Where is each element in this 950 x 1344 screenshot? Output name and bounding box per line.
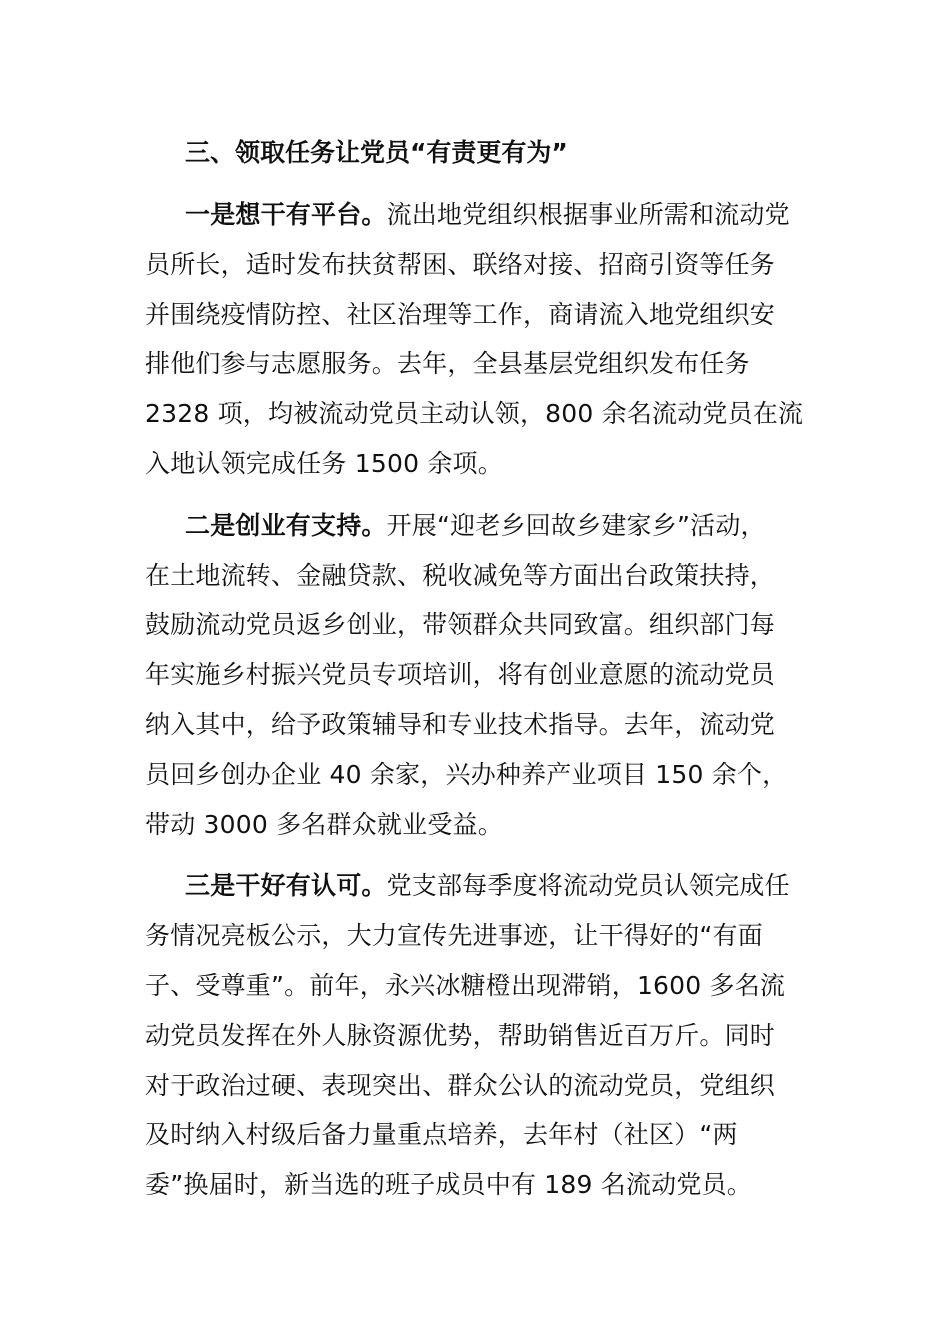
- paragraph-line: 在土地流转、金融贷款、税收减免等方面出台政策扶持，: [145, 560, 776, 590]
- paragraph-line: 三是干好有认可。党支部每季度将流动党员认领完成任: [185, 871, 790, 901]
- paragraph-line: 入地认领完成任务 1500 余项。: [145, 448, 503, 478]
- paragraph-line: 及时纳入村级后备力量重点培养，去年村（社区）“两: [145, 1120, 738, 1150]
- paragraph-platform: [145, 190, 810, 489]
- paragraph-line: 带动 3000 多名群众就业受益。: [145, 809, 503, 839]
- paragraph-support: [145, 501, 810, 850]
- paragraph-line: 鼓励流动党员返乡创业，带领群众共同致富。组织部门每: [145, 610, 776, 640]
- paragraph-line: 二是创业有支持。开展“迎老乡回故乡建家乡”活动，: [185, 510, 766, 540]
- paragraph-line: 2328 项，均被流动党员主动认领，800 余名流动党员在流: [145, 399, 804, 429]
- paragraph-line: 年实施乡村振兴党员专项培训，将有创业意愿的流动党员: [145, 660, 776, 690]
- paragraph-line: 排他们参与志愿服务。去年，全县基层党组织发布任务: [145, 349, 750, 379]
- paragraph-line: 员回乡创办企业 40 余家，兴办种养产业项目 150 余个，: [145, 759, 788, 789]
- section-recognition: [145, 849, 810, 1210]
- document-page: [145, 128, 810, 1210]
- paragraph-line: 并围绕疫情防控、社区治理等工作，商请流入地党组织安: [145, 299, 776, 329]
- paragraph-line: 委”换届时，新当选的班子成员中有 189 名流动党员。: [145, 1170, 752, 1200]
- paragraph-line: 一是想干有平台。流出地党组织根据事业所需和流动党: [185, 200, 790, 229]
- section-support: [145, 489, 810, 850]
- paragraph-lead: 一是想干有平台。: [185, 200, 387, 229]
- paragraph-lead: 二是创业有支持。: [185, 510, 387, 540]
- section-platform: [145, 178, 810, 489]
- paragraph-lead: 三是干好有认可。: [185, 871, 387, 901]
- paragraph-line: 员所长，适时发布扶贫帮困、联络对接、招商引资等任务: [145, 249, 776, 279]
- paragraph-line: 纳入其中，给予政策辅导和专业技术指导。去年，流动党: [145, 709, 776, 739]
- paragraph-line: 对于政治过硬、表现突出、群众公认的流动党员，党组织: [145, 1070, 776, 1100]
- paragraph-line: 动党员发挥在外人脉资源优势，帮助销售近百万斤。同时: [145, 1020, 776, 1050]
- paragraph-line: 务情况亮板公示，大力宣传先进事迹，让干得好的“有面: [145, 921, 763, 951]
- paragraph-line: 子、受尊重”。前年，永兴冰糖橙出现滞销，1600 多名流: [145, 970, 786, 1000]
- section-heading: 三、领取任务让党员“有责更有为”: [185, 138, 568, 167]
- paragraph-recognition: [145, 861, 810, 1210]
